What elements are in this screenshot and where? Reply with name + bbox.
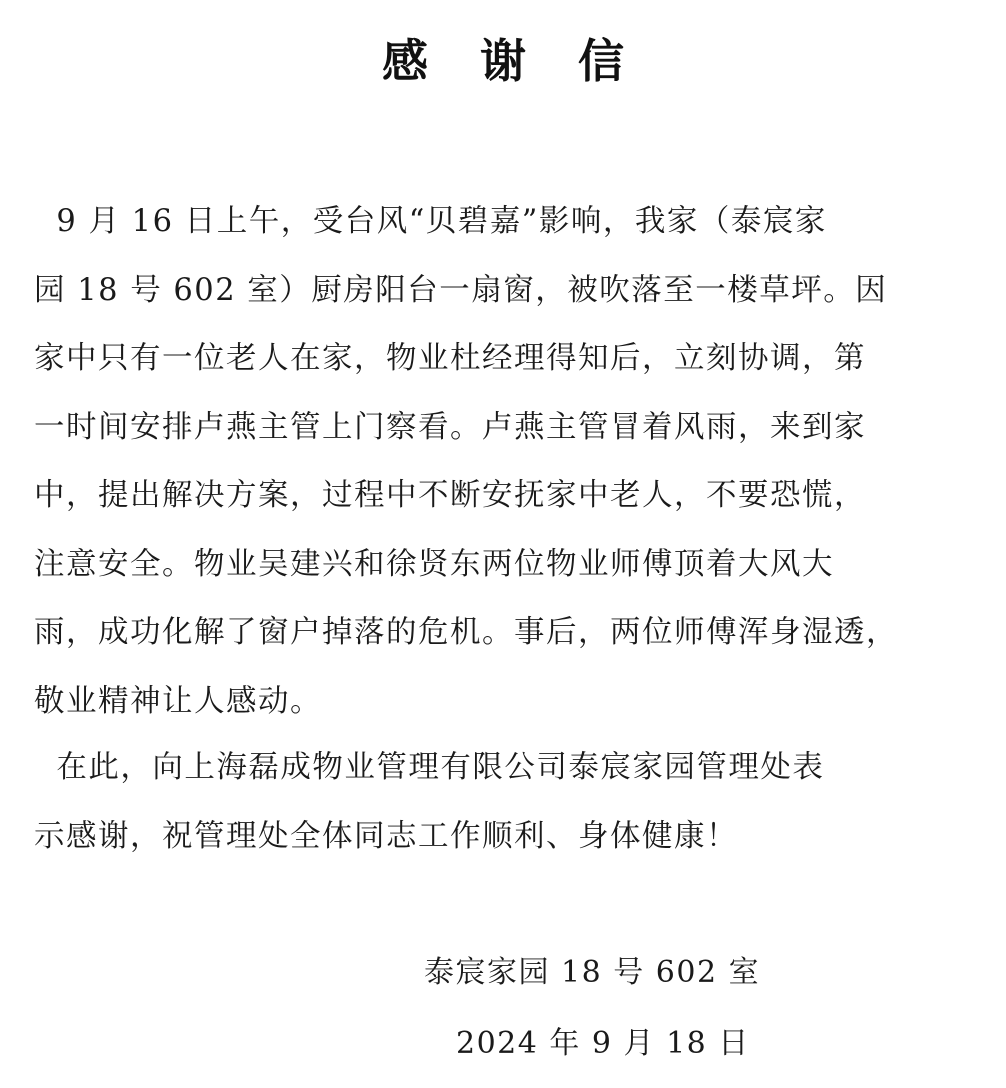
paragraph-line: 9 月 16 日上午，受台风“贝碧嘉”影响，我家（泰宸家 xyxy=(34,204,827,239)
letter-paragraph-1 xyxy=(34,188,959,736)
paragraph-line: 注意安全。物业吴建兴和徐贤东两位物业师傅顶着大风大 xyxy=(34,546,834,582)
paragraph-line: 敬业精神让人感动。 xyxy=(34,683,322,719)
paragraph-line: 中，提出解决方案，过程中不断安抚家中老人，不要恐慌， xyxy=(34,478,866,513)
paragraph-line: 园 18 号 602 室）厨房阳台一扇窗，被吹落至一楼草坪。因 xyxy=(34,272,888,308)
paragraph-line: 在此，向上海磊成物业管理有限公司泰宸家园管理处表 xyxy=(34,750,825,785)
paragraph-line: 一时间安排卢燕主管上门察看。卢燕主管冒着风雨，来到家 xyxy=(34,409,866,445)
paragraph-line: 示感谢，祝管理处全体同志工作顺利、身体健康！ xyxy=(34,818,738,854)
letter-paragraph-2 xyxy=(34,734,959,871)
signature-date: 2024 年 9 月 18 日 xyxy=(456,1026,750,1061)
letter-title: 感 谢 信 xyxy=(381,34,643,88)
paragraph-line: 家中只有一位老人在家，物业杜经理得知后，立刻协调，第 xyxy=(34,341,866,376)
signature-name: 泰宸家园 18 号 602 室 xyxy=(424,955,761,990)
paragraph-line: 雨，成功化解了窗户掉落的危机。事后，两位师傅浑身湿透， xyxy=(34,615,898,650)
